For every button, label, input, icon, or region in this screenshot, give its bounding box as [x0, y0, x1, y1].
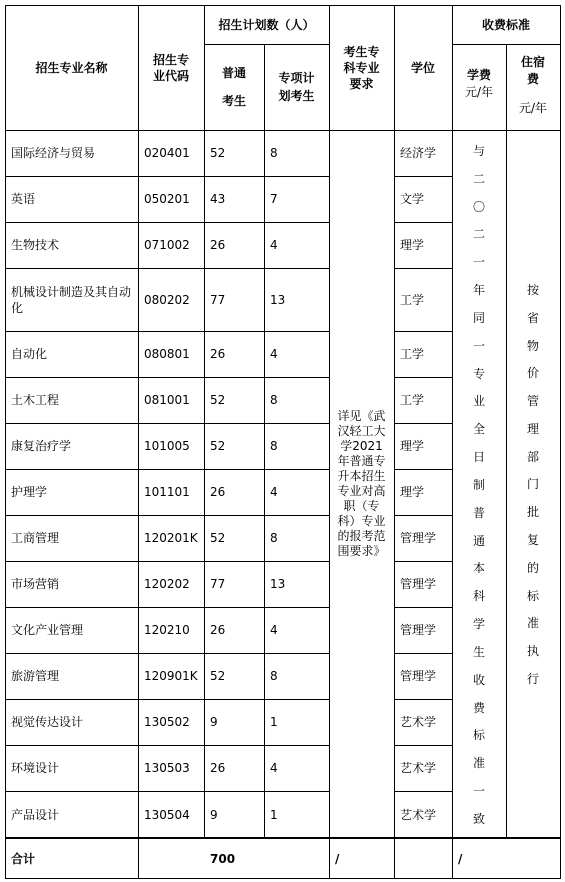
row-plan-regular: 52 — [210, 393, 226, 407]
row-major-code: 101101 — [144, 485, 190, 499]
row-major-code: 020401 — [144, 146, 190, 160]
row-plan-special: 4 — [270, 347, 278, 361]
header-plan-special: 专项计划考生 — [278, 71, 315, 103]
row-degree: 艺术学 — [400, 807, 437, 822]
row-plan-regular: 52 — [210, 669, 226, 683]
row-plan-special: 8 — [270, 393, 278, 407]
total-requirement: / — [335, 851, 340, 866]
header-tuition-unit: 元/年 — [464, 85, 494, 99]
row-plan-regular: 77 — [210, 292, 226, 307]
row-major-code: 080202 — [144, 292, 190, 307]
header-major-name: 招生专业名称 — [35, 60, 108, 75]
row-major-name: 产品设计 — [11, 807, 60, 822]
header-fee-title: 收费标准 — [481, 17, 530, 32]
row-major-code: 130504 — [144, 807, 190, 822]
header-major-code: 招生专业代码 — [152, 52, 189, 83]
total-tuition: / — [458, 851, 463, 866]
row-major-code: 120202 — [144, 577, 190, 591]
row-major-code: 081001 — [144, 393, 190, 407]
row-plan-special: 13 — [270, 292, 286, 307]
row-plan-special: 13 — [270, 577, 286, 591]
merged-requirement-text: 详见《武汉轻工大学2021年普通专升本招生专业对高职（专科）专业的报考范围要求》 — [337, 409, 386, 558]
row-plan-special: 1 — [270, 715, 278, 729]
row-degree: 艺术学 — [400, 715, 437, 729]
row-plan-special: 4 — [270, 623, 278, 637]
row-major-code: 120210 — [144, 623, 190, 637]
header-plan-title: 招生计划数（人） — [218, 17, 315, 32]
row-major-name: 国际经济与贸易 — [11, 146, 96, 160]
row-major-name: 视觉传达设计 — [11, 715, 84, 729]
row-plan-special: 7 — [270, 192, 278, 206]
row-plan-special: 8 — [270, 531, 278, 545]
table-rule — [5, 878, 561, 879]
row-major-name: 机械设计制造及其自动化 — [11, 284, 132, 315]
row-major-name: 市场营销 — [11, 577, 60, 591]
row-degree: 理学 — [400, 485, 425, 499]
row-degree: 理学 — [400, 439, 425, 453]
row-degree: 艺术学 — [400, 761, 437, 775]
row-plan-regular: 26 — [210, 238, 226, 252]
row-major-code: 080801 — [144, 347, 190, 361]
row-major-code: 120901K — [144, 669, 198, 683]
row-major-name: 护理学 — [11, 485, 48, 499]
row-degree: 工学 — [400, 292, 425, 307]
total-label: 合计 — [11, 851, 36, 866]
table-rule — [329, 5, 330, 879]
merged-tuition-text: 与 二 〇 二 一 年 同 一 专 业 全 日 制 普 通 本 科 学 生 收 费 标 准 一 致 — [472, 144, 485, 826]
row-plan-regular: 26 — [210, 485, 226, 499]
row-degree: 管理学 — [400, 531, 437, 545]
row-plan-regular: 52 — [210, 146, 226, 160]
row-plan-special: 8 — [270, 669, 278, 683]
row-major-name: 环境设计 — [11, 761, 60, 775]
row-plan-regular: 26 — [210, 761, 226, 775]
row-major-code: 130502 — [144, 715, 190, 729]
row-degree: 管理学 — [400, 623, 437, 637]
row-major-code: 130503 — [144, 761, 190, 775]
row-plan-regular: 43 — [210, 192, 226, 206]
header-degree: 学位 — [410, 60, 435, 75]
row-plan-regular: 26 — [210, 347, 226, 361]
row-degree: 管理学 — [400, 669, 437, 683]
row-plan-special: 8 — [270, 439, 278, 453]
header-requirement: 考生专科专业要求 — [343, 44, 380, 91]
row-major-code: 120201K — [144, 531, 198, 545]
row-major-name: 英语 — [11, 192, 36, 206]
row-plan-regular: 52 — [210, 439, 226, 453]
row-plan-regular: 52 — [210, 531, 226, 545]
row-degree: 经济学 — [400, 146, 437, 160]
row-major-code: 071002 — [144, 238, 190, 252]
row-major-name: 旅游管理 — [11, 669, 60, 683]
row-plan-special: 4 — [270, 761, 278, 775]
row-major-name: 自动化 — [11, 347, 48, 361]
row-plan-special: 8 — [270, 146, 278, 160]
row-plan-special: 4 — [270, 238, 278, 252]
row-plan-special: 4 — [270, 485, 278, 499]
merged-lodging-text: 按 省 物 价 管 理 部 门 批 复 的 标 准 执 行 — [526, 283, 539, 686]
row-plan-regular: 9 — [210, 715, 218, 729]
row-major-code: 101005 — [144, 439, 190, 453]
header-tuition: 学费 — [466, 68, 491, 82]
row-degree: 文学 — [400, 192, 425, 206]
row-major-name: 工商管理 — [11, 531, 60, 545]
row-degree: 理学 — [400, 238, 425, 252]
row-plan-special: 1 — [270, 807, 278, 822]
total-regular: 700 — [210, 851, 236, 866]
row-degree: 工学 — [400, 347, 425, 361]
row-major-name: 土木工程 — [11, 393, 60, 407]
row-plan-regular: 77 — [210, 577, 226, 591]
row-major-name: 康复治疗学 — [11, 439, 72, 453]
row-major-name: 文化产业管理 — [11, 623, 84, 637]
row-major-code: 050201 — [144, 192, 190, 206]
row-degree: 管理学 — [400, 577, 437, 591]
header-plan-regular: 普通考生 — [221, 66, 246, 108]
header-lodging-unit: 元/年 — [518, 101, 548, 115]
row-plan-regular: 9 — [210, 807, 218, 822]
table-rule — [560, 5, 561, 879]
header-lodging: 住宿费 — [520, 55, 545, 86]
row-plan-regular: 26 — [210, 623, 226, 637]
row-major-name: 生物技术 — [11, 238, 60, 252]
row-degree: 工学 — [400, 393, 425, 407]
